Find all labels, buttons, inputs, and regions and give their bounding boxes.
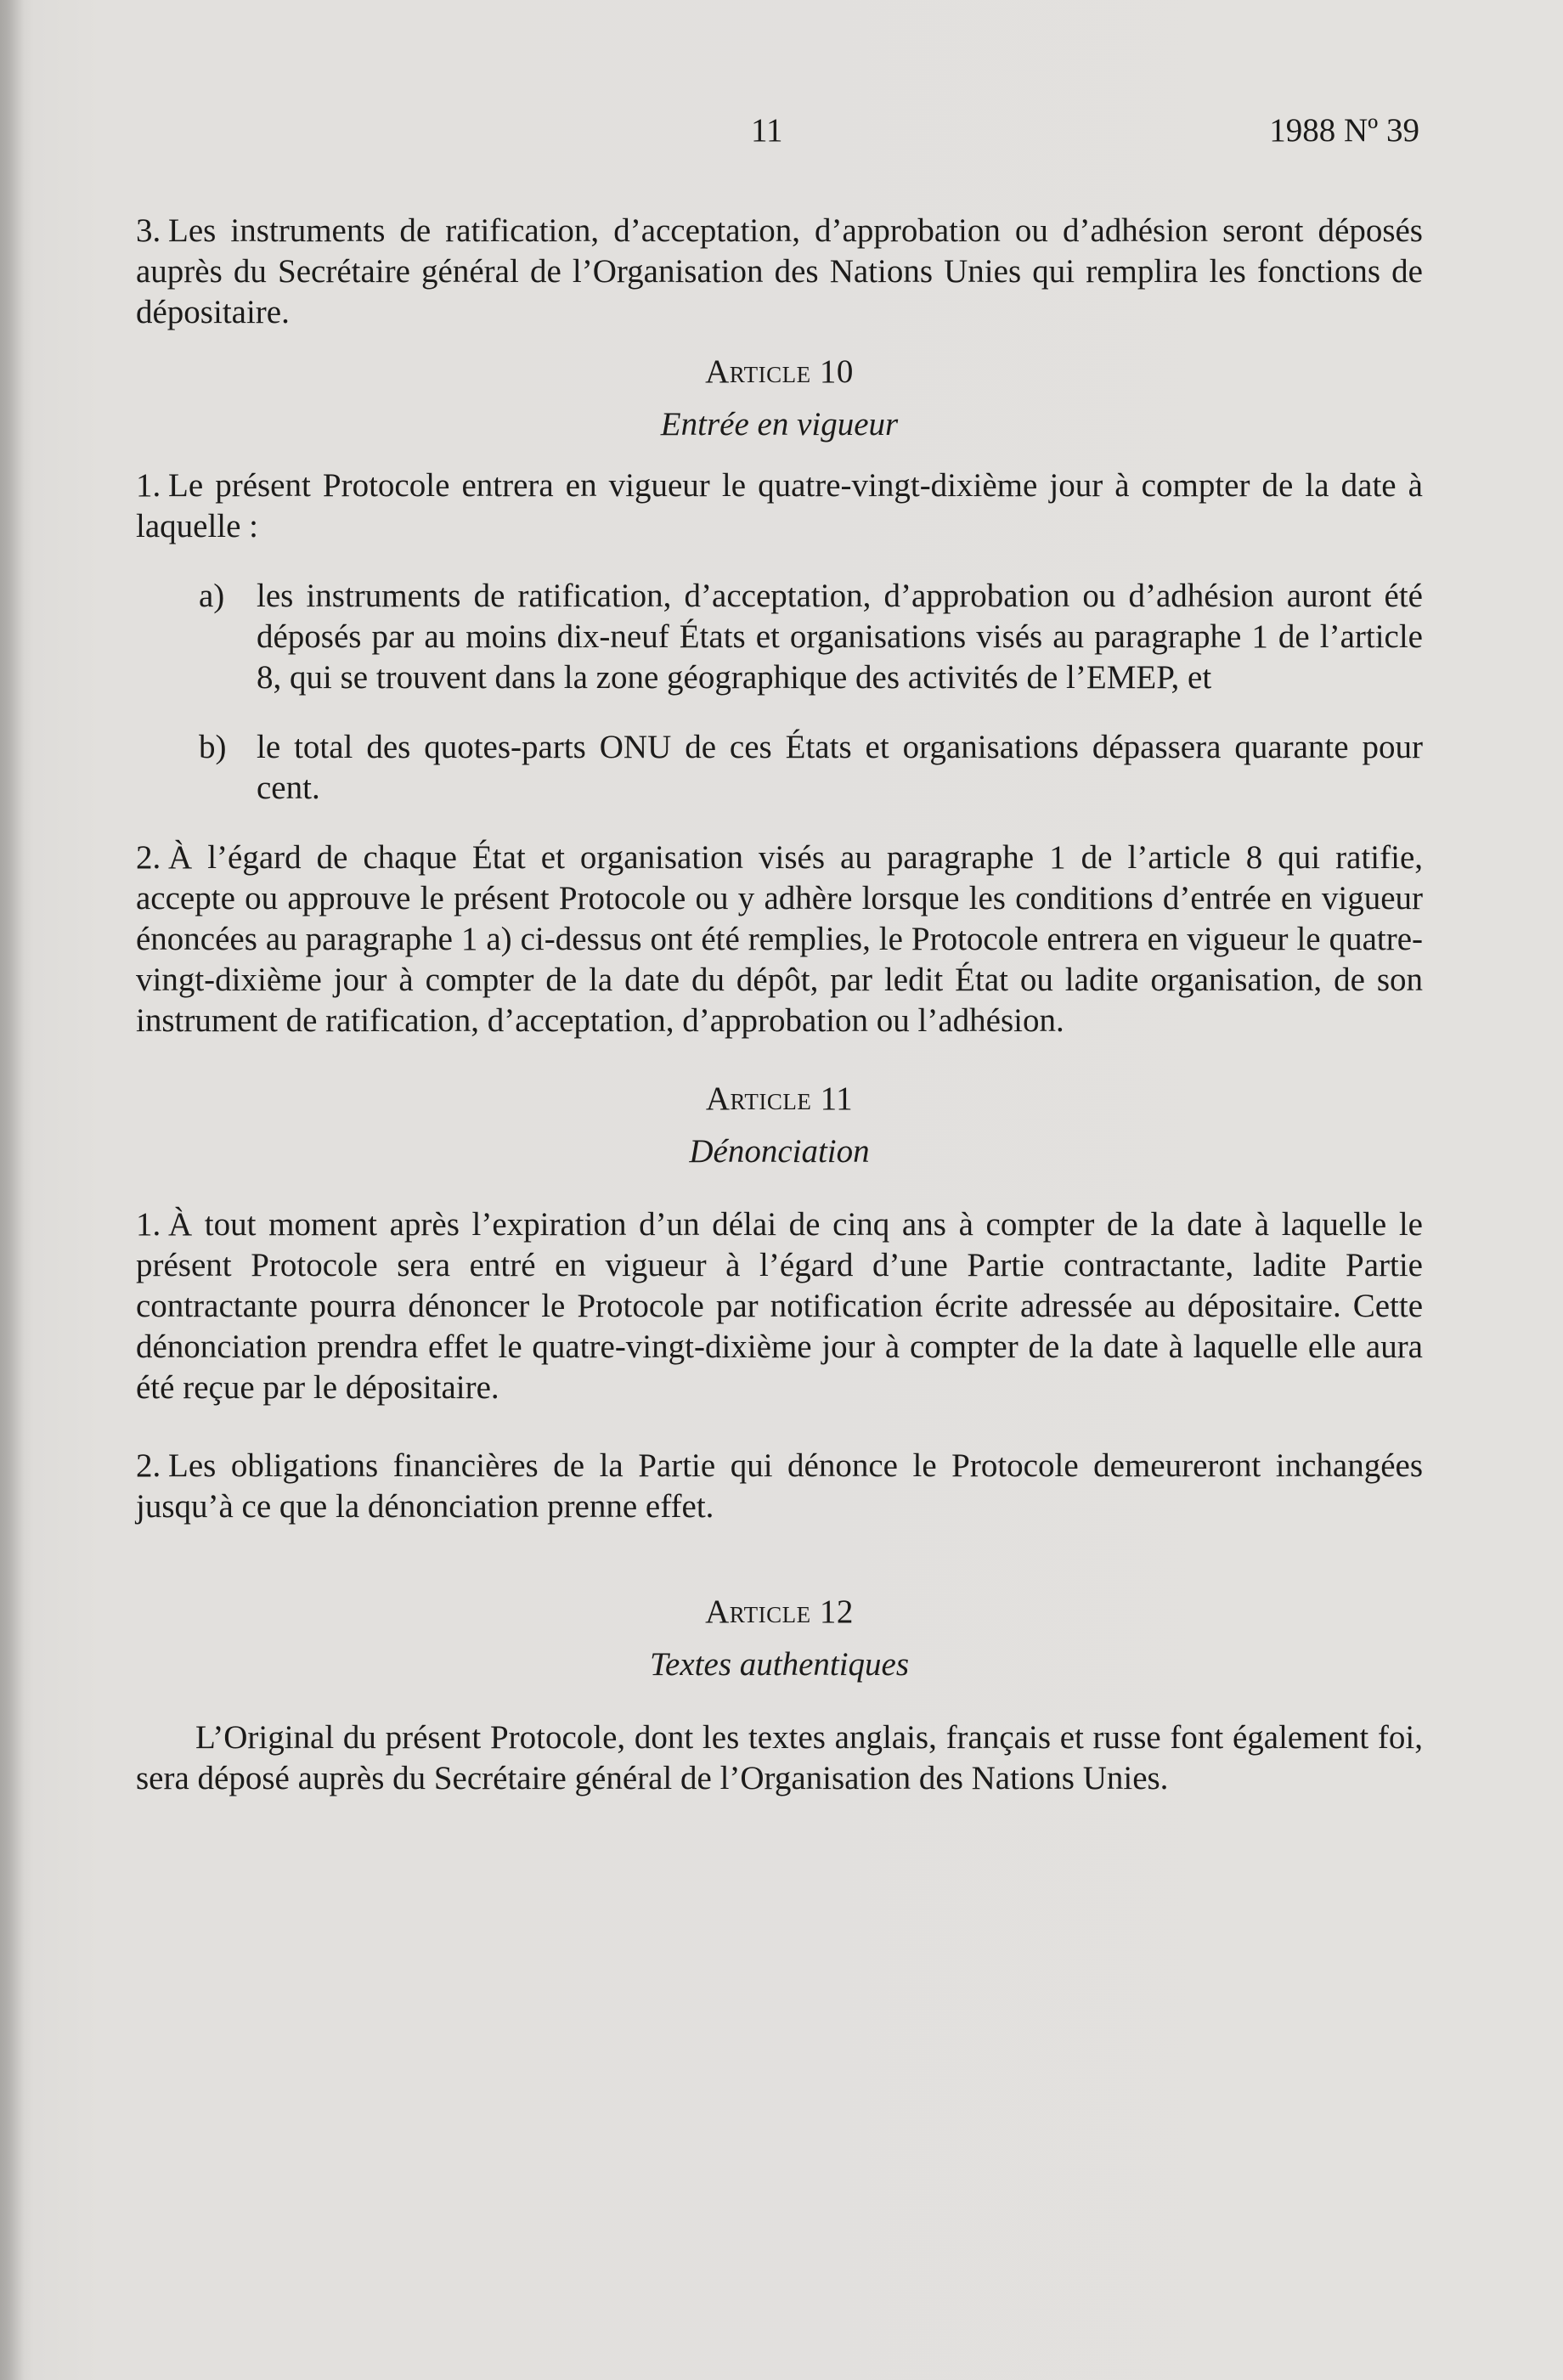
article-11-title: Dénonciation <box>689 1133 870 1170</box>
paragraph-number: 2. <box>136 1447 161 1484</box>
paragraph-text: À l’égard de chaque État et organisation visés au paragraphe 1 de l’article 8 qui ratifie, accepte ou approuve le présent Protocole ou y adhère lorsque les conditions d’entrée en vigueur énoncées au paragraphe 1 a) ci-dessus ont été remplies, le Protocole entrera en vigueur le quatre-vingt-dixième jour à compter de la date du dépôt, par ledit État ou ladite organisation, de son instrument de ratification, d’acceptation, d’approbation ou l’adhésion. <box>136 839 1423 1039</box>
article-11-paragraph-1 <box>136 1204 1423 1408</box>
paragraph-number: 1. <box>136 1206 161 1243</box>
item-text: les instruments de ratification, d’acceptation, d’approbation ou d’adhésion auront été déposés par au moins dix-neuf États et organisations visés au paragraphe 1 de l’article 8, qui se trouvent dans la zone géographique des activités de l’EMEP, et <box>257 578 1423 696</box>
paragraph-number: 1. <box>136 467 161 504</box>
paragraph-text: Les instruments de ratification, d’acceptation, d’approbation ou d’adhésion seront déposés auprès du Secrétaire général de l’Organisation des Nations Unies qui remplira les fonctions de dépositaire. <box>136 212 1423 330</box>
item-label: a) <box>199 578 225 614</box>
page-gutter-shadow <box>0 0 24 2380</box>
page-number: 11 <box>751 112 783 149</box>
item-text: le total des quotes-parts ONU de ces États et organisations dépassera quarante pour cent. <box>257 729 1423 806</box>
article-10-title: Entrée en vigueur <box>660 406 899 443</box>
gazette-issue-number: 1988 Nº 39 <box>1269 112 1419 149</box>
article-9-paragraph-3 <box>136 211 1423 333</box>
article-12-paragraph: L’Original du présent Protocole, dont les textes anglais, français et russe font également foi, sera déposé auprès du Secrétaire général de l’Organisation des Nations Unies. <box>136 1719 1423 1796</box>
paragraph-text: Le présent Protocole entrera en vigueur le quatre-vingt-dixième jour à compter de la date à laquelle : <box>136 467 1423 544</box>
running-header <box>136 104 1423 155</box>
paragraph-number: 2. <box>136 839 161 876</box>
article-11-heading: Article 11 <box>705 1080 854 1117</box>
article-10-paragraph-1 <box>136 465 1423 547</box>
article-11-paragraph-2 <box>136 1446 1423 1527</box>
article-10-paragraph-2 <box>136 838 1423 1041</box>
item-label: b) <box>199 729 227 765</box>
paragraph-number: 3. <box>136 212 161 249</box>
article-10-heading: Article 10 <box>705 353 854 390</box>
article-12-heading: Article 12 <box>705 1593 854 1630</box>
article-12-title: Textes authentiques <box>649 1646 910 1683</box>
paragraph-text: À tout moment après l’expiration d’un délai de cinq ans à compter de la date à laquelle le présent Protocole sera entré en vigueur à l’égard d’une Partie contractante, ladite Partie contractante pourra dénoncer le Protocole par notification écrite adressée au dépositaire. Cette dénonciation prendra effet le quatre-vingt-dixième jour à compter de la date à laquelle elle aura été reçue par le dépositaire. <box>136 1206 1423 1406</box>
page-content <box>136 104 1423 1799</box>
article-10-item-a <box>136 576 1423 698</box>
article-10-item-b <box>136 727 1423 809</box>
paragraph-text: Les obligations financières de la Partie qui dénonce le Protocole demeureront inchangées jusqu’à ce que la dénonciation prenne effet. <box>136 1447 1423 1525</box>
